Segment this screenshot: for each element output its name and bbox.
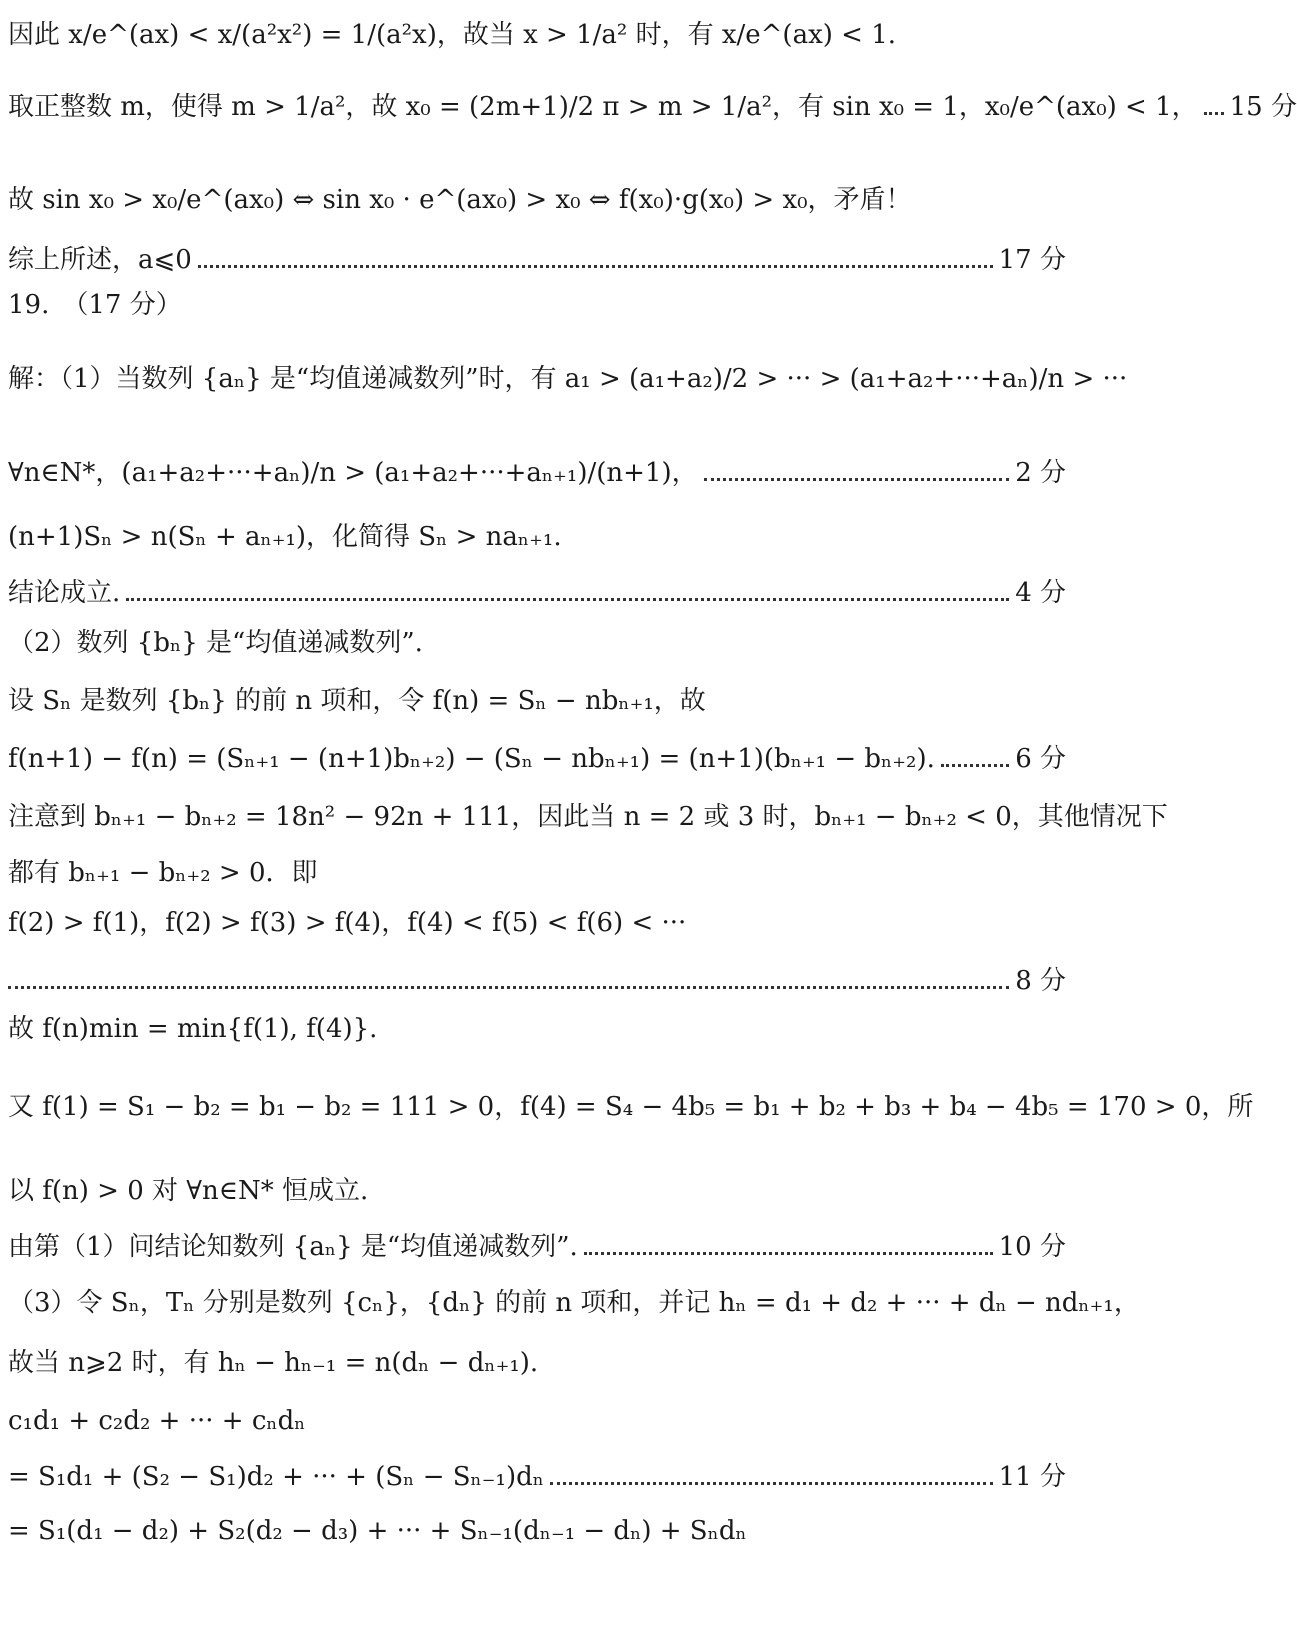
text-line (8, 800, 1168, 834)
text-line (8, 1460, 1066, 1494)
dot-leader (941, 764, 1009, 767)
text-line (8, 1012, 1066, 1046)
line-text: 故 f(n)min = min{f(1), f(4)}. (8, 1014, 378, 1044)
line-text: 都有 bₙ₊₁ − bₙ₊₂ > 0．即 (8, 858, 318, 888)
line-text: 设 Sₙ 是数列 {bₙ} 的前 n 项和，令 f(n) = Sₙ − nbₙ₊₁，故 (8, 686, 706, 716)
line-text: 故当 n⩾2 时，有 hₙ − hₙ₋₁ = n(dₙ − dₙ₊₁). (8, 1348, 539, 1378)
dot-leader (8, 986, 1009, 989)
text-line (8, 1090, 1254, 1124)
text-line (8, 456, 1066, 490)
line-text: （2）数列 {bₙ} 是“均值递减数列”. (8, 628, 423, 658)
text-line (8, 576, 1066, 610)
line-text: c₁d₁ + c₂d₂ + ··· + cₙdₙ (8, 1406, 306, 1436)
score-points: 11 分 (998, 1462, 1066, 1492)
text-line (8, 1230, 1066, 1264)
score-points: 8 分 (1015, 966, 1066, 996)
score-points: 17 分 (998, 245, 1066, 275)
line-text: f(2) > f(1)，f(2) > f(3) > f(4)，f(4) < f(5) < f(6) < ··· (8, 908, 687, 938)
text-line (8, 906, 1066, 940)
dot-leader (550, 1482, 993, 1485)
line-text: 19. （17 分） (8, 290, 182, 320)
text-line (8, 18, 1066, 52)
line-text: （3）令 Sₙ，Tₙ 分别是数列 {cₙ}，{dₙ} 的前 n 项和，并记 hₙ = d₁ + d₂ + ··· + dₙ − ndₙ₊₁， (8, 1288, 1140, 1318)
text-line (8, 1404, 1066, 1438)
line-text: 结论成立. (8, 578, 121, 608)
line-text: 解：（1）当数列 {aₙ} 是“均值递减数列”时，有 a₁ > (a₁+a₂)/2 > ··· > (a₁+a₂+···+aₙ)/n > ··· (8, 364, 1128, 394)
score-points: 6 分 (1015, 744, 1066, 774)
dot-leader (126, 598, 1009, 601)
line-text: 又 f(1) = S₁ − b₂ = b₁ − b₂ = 111 > 0，f(4) = S₄ − 4b₅ = b₁ + b₂ + b₃ + b₄ − 4b₅ = 170 > 0，所 (8, 1092, 1254, 1122)
question-number (8, 288, 1066, 322)
text-line (8, 626, 1066, 660)
line-text: ∀n∈N*，(a₁+a₂+···+aₙ)/n > (a₁+a₂+···+aₙ₊₁)/(n+1)， (8, 458, 698, 488)
text-line (8, 1286, 1140, 1320)
score-points: 15 分 (1229, 92, 1297, 122)
line-text: = S₁d₁ + (S₂ − S₁)d₂ + ··· + (Sₙ − Sₙ₋₁)dₙ (8, 1462, 544, 1492)
text-line (8, 856, 1066, 890)
text-line (8, 1514, 1066, 1548)
line-text: 综上所述，a⩽0 (8, 245, 192, 275)
line-text: 由第（1）问结论知数列 {aₙ} 是“均值递减数列”. (8, 1232, 578, 1262)
text-line (8, 1346, 1066, 1380)
dot-leader (704, 478, 1010, 481)
line-text: = S₁(d₁ − d₂) + S₂(d₂ − d₃) + ··· + Sₙ₋₁(dₙ₋₁ − dₙ) + Sₙdₙ (8, 1516, 747, 1546)
text-line (8, 362, 1128, 396)
line-text: f(n+1) − f(n) = (Sₙ₊₁ − (n+1)bₙ₊₂) − (Sₙ − nbₙ₊₁) = (n+1)(bₙ₊₁ − bₙ₊₂). (8, 744, 935, 774)
dot-leader (198, 265, 993, 268)
line-text: 因此 x/e^(ax) < x/(a²x²) = 1/(a²x)，故当 x > 1/a² 时，有 x/e^(ax) < 1. (8, 20, 896, 50)
score-points: 10 分 (998, 1232, 1066, 1262)
line-text: (n+1)Sₙ > n(Sₙ + aₙ₊₁)，化简得 Sₙ > naₙ₊₁. (8, 522, 562, 552)
score-points: 4 分 (1015, 578, 1066, 608)
dot-leader (1204, 112, 1224, 115)
text-line (8, 183, 1066, 217)
text-line (8, 1174, 1066, 1208)
text-line (8, 964, 1066, 998)
line-text: 取正整数 m，使得 m > 1/a²，故 x₀ = (2m+1)/2 π > m > 1/a²，有 sin x₀ = 1，x₀/e^(ax₀) < 1， (8, 92, 1198, 122)
line-text: 以 f(n) > 0 对 ∀n∈N* 恒成立. (8, 1176, 369, 1206)
score-points: 2 分 (1015, 458, 1066, 488)
line-text: 注意到 bₙ₊₁ − bₙ₊₂ = 18n² − 92n + 111，因此当 n = 2 或 3 时，bₙ₊₁ − bₙ₊₂ < 0，其他情况下 (8, 802, 1168, 832)
text-line (8, 684, 1066, 718)
text-line (8, 90, 1297, 124)
text-line (8, 243, 1066, 277)
dot-leader (584, 1252, 993, 1255)
line-text: 故 sin x₀ > x₀/e^(ax₀) ⇔ sin x₀ · e^(ax₀) > x₀ ⇔ f(x₀)·g(x₀) > x₀，矛盾！ (8, 185, 912, 215)
text-line (8, 520, 1066, 554)
text-line (8, 742, 1066, 776)
